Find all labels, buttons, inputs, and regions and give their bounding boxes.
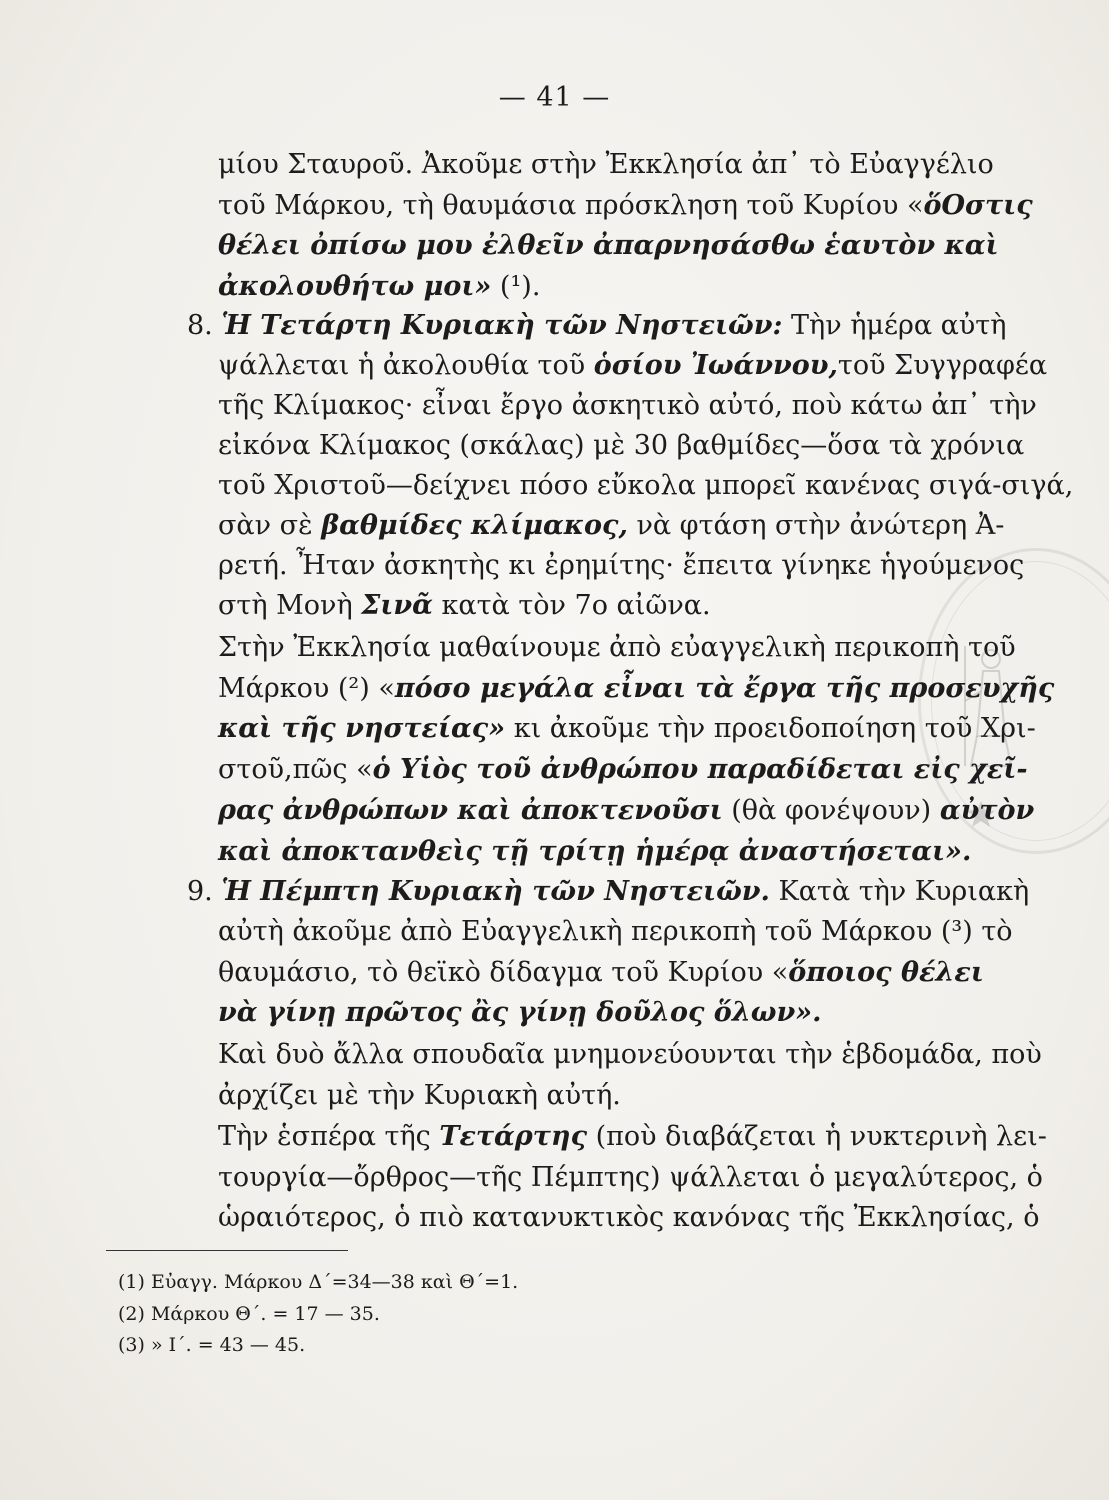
text-line: [187, 875, 1030, 909]
text-line: [218, 631, 1016, 665]
text-line: [218, 996, 974, 1030]
text-run: Καὶ δυὸ ἄλλα σπουδαῖα μνημονεύουνται τὴν ἑβδομάδα, ποὺ: [218, 1039, 1042, 1070]
page-number: — 41 —: [498, 82, 611, 113]
quote-run: πόσο μεγάλα εἶναι τὰ ἔργα τῆς προσευχῆς: [394, 673, 1055, 704]
text-run: ρετή. Ἦταν ἀσκητὴς κι ἐρημίτης· ἔπειτα γίνηκε ἡγούμενος: [218, 550, 1025, 581]
text-line: [218, 349, 1048, 383]
text-line: [218, 389, 1037, 423]
quote-run: ὅποιος θέλει: [788, 957, 984, 988]
text-run: ψάλλεται ἡ ἀκολουθία τοῦ: [218, 350, 586, 381]
text-line: [218, 1201, 1040, 1235]
quote-run: νὰ γίνῃ πρῶτος ἂς γίνῃ δοῦλος ὅλων».: [218, 997, 822, 1028]
text-line: [218, 589, 974, 623]
text-run: ἀρχίζει μὲ τὴν Κυριακὴ αὐτή.: [218, 1080, 621, 1111]
emphasis-run: ὁσίου Ἰωάννου,: [593, 350, 838, 381]
quote-run: καὶ τῆς νηστείας»: [218, 713, 506, 744]
quote-run: αὐτὸν: [939, 795, 1035, 826]
text-run: τουργία—ὄρθρος—τῆς Πέμπτης) ψάλλεται ὁ μεγαλύτερος, ὁ: [218, 1162, 1043, 1193]
footnote-1: (1) Εὐαγγ. Μάρκου Δ΄=34—38 καὶ Θ΄=1.: [118, 1271, 519, 1293]
footnote-divider: [106, 1250, 348, 1251]
text-line: [218, 835, 974, 869]
text-run: μίου Σταυροῦ. Ἀκοῦμε στὴν Ἐκκλησία ἀπ᾿ τὸ Εὐαγγέλιο: [218, 149, 994, 180]
text-line: [218, 753, 1028, 787]
text-run: στὴ Μονὴ: [218, 590, 353, 621]
heading-run: Ἡ Τετάρτη Κυριακὴ τῶν Νηστειῶν:: [221, 310, 783, 341]
text-line: [218, 229, 999, 263]
quote-run: θέλει ὀπίσω μου ἐλθεῖν ἀπαρνησάσθω ἑαυτὸν καὶ: [218, 230, 999, 261]
text-line: [218, 429, 1025, 463]
text-run: (θὰ φονέψουν): [731, 795, 932, 826]
text-run: εἰκόνα Κλίμακος (σκάλας) μὲ 30 βαθμίδες—ὅσα τὰ χρόνια: [218, 430, 1025, 461]
quote-run: ρας ἀνθρώπων καὶ ἀποκτενοῦσι: [218, 795, 723, 826]
text-line: [218, 1038, 1042, 1072]
emphasis-run: βαθμίδες κλίμακος,: [321, 510, 628, 541]
text-run: ὡραιότερος, ὁ πιὸ κατανυκτικὸς κανόνας τῆς Ἐκκλησίας, ὁ: [218, 1202, 1040, 1233]
text-line: [218, 915, 1013, 949]
text-run: θαυμάσιο, τὸ θεϊκὸ δίδαγμα τοῦ Κυρίου «: [218, 957, 789, 988]
text-line: [218, 1079, 974, 1113]
text-run: Τὴν ἑσπέρα τῆς: [218, 1121, 431, 1152]
footnote-ref: (¹).: [499, 271, 541, 302]
text-run: στοῦ,πῶς «: [218, 754, 373, 785]
text-run: κι ἀκοῦμε τὴν προειδοποίηση τοῦ Χρι-: [513, 713, 1036, 744]
quote-run: ὅΟστις: [923, 190, 1033, 221]
text-run: τῆς Κλίμακος· εἶναι ἔργο ἀσκητικὸ αὐτό, ποὺ κάτω ἀπ᾿ τὴν: [218, 390, 1037, 421]
text-line: [218, 712, 1036, 746]
text-run: Τὴν ἡμέρα αὐτὴ: [791, 310, 1007, 341]
text-run: αὐτὴ ἀκοῦμε ἀπὸ Εὐαγγελικὴ περικοπὴ τοῦ Μάρκου (³) τὸ: [218, 916, 1013, 947]
text-run: τοῦ Συγγραφέα: [837, 350, 1048, 381]
text-run: Στὴν Ἐκκλησία μαθαίνουμε ἀπὸ εὐαγγελικὴ περικοπὴ τοῦ: [218, 632, 1016, 663]
text-run: κατὰ τὸν 7ο αἰῶνα.: [441, 590, 711, 621]
text-line: [218, 1161, 1043, 1195]
quote-run: ἀκολουθήτω μοι»: [218, 271, 492, 302]
text-line: [218, 189, 1033, 223]
footnote-3: (3) » Ι΄. = 43 — 45.: [118, 1334, 306, 1356]
text-run: νὰ φτάση στὴν ἀνώτερη Ἀ-: [636, 510, 1005, 541]
emphasis-run: Σινᾶ: [361, 590, 433, 621]
text-run: Μάρκου (²) «: [218, 673, 395, 704]
text-run: σὰν σὲ: [218, 510, 313, 541]
quote-run: καὶ ἀποκτανθεὶς τῇ τρίτῃ ἡμέρᾳ ἀναστήσεται».: [218, 836, 972, 867]
emphasis-run: Τετάρτης: [439, 1121, 588, 1152]
text-line: [218, 794, 1035, 828]
text-run: τοῦ Μάρκου, τὴ θαυμάσια πρόσκληση τοῦ Κυρίου «: [218, 190, 924, 221]
item-number: 8.: [187, 310, 213, 341]
heading-run: Ἡ Πέμπτη Κυριακὴ τῶν Νηστειῶν.: [221, 876, 770, 907]
text-line: [218, 270, 974, 304]
text-run: Κατὰ τὴν Κυριακὴ: [778, 876, 1030, 907]
text-line: [218, 509, 1005, 543]
quote-run: ὁ Υἱὸς τοῦ ἀνθρώπου παραδίδεται εἰς χεῖ-: [372, 754, 1028, 785]
text-line: [218, 148, 994, 182]
text-line: [218, 1120, 1047, 1154]
text-line: [218, 672, 1055, 706]
item-number: 9.: [187, 876, 213, 907]
text-run: (ποὺ διαβάζεται ἡ νυκτερινὴ λει-: [595, 1121, 1047, 1152]
footnote-2: (2) Μάρκου Θ΄. = 17 — 35.: [118, 1303, 380, 1325]
text-run: τοῦ Χριστοῦ—δείχνει πόσο εὔκολα μπορεῖ κανένας σιγά-σιγά,: [218, 470, 1074, 501]
text-line: [218, 469, 1074, 503]
text-line: [218, 549, 1025, 583]
text-line: [187, 309, 1007, 343]
text-line: [218, 956, 984, 990]
